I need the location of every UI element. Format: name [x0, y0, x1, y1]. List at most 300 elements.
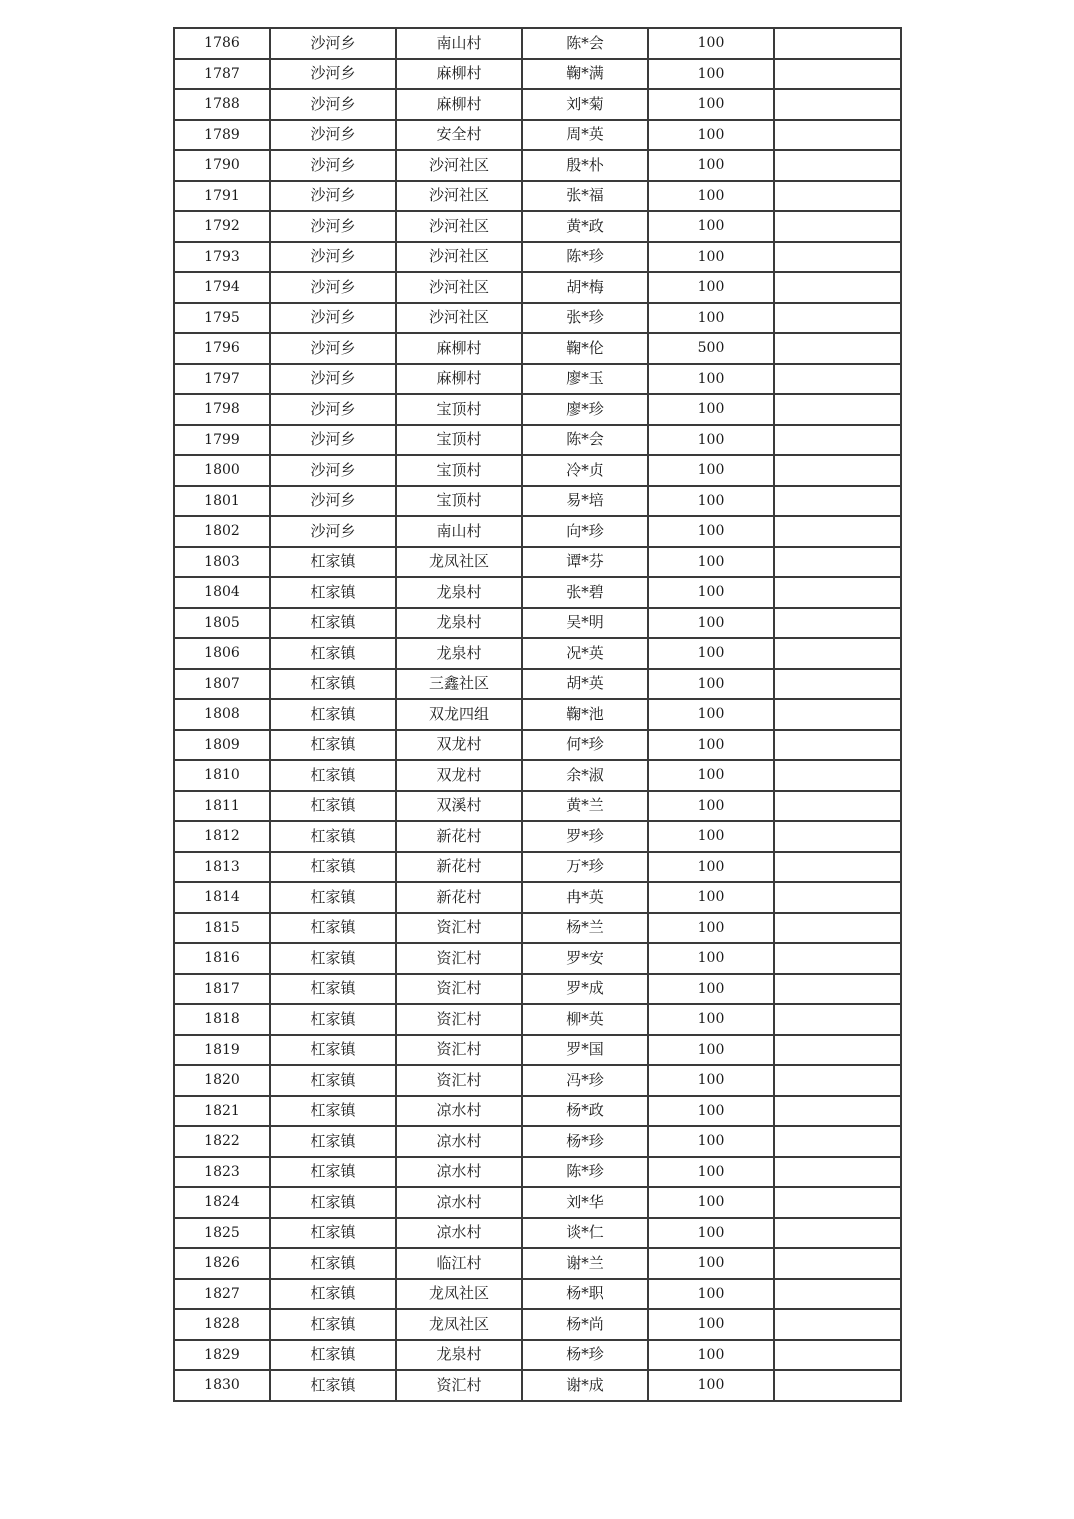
name-cell: 易*培	[522, 486, 648, 517]
name-cell: 刘*菊	[522, 89, 648, 120]
serial-number-cell: 1830	[174, 1370, 270, 1401]
name-cell: 陈*珍	[522, 242, 648, 273]
table-row	[174, 1065, 901, 1096]
amount-cell: 100	[648, 486, 774, 517]
serial-number-cell: 1827	[174, 1279, 270, 1310]
name-cell: 胡*英	[522, 669, 648, 700]
township-cell: 杠家镇	[270, 974, 396, 1005]
village-cell: 龙泉村	[396, 638, 522, 669]
table-row	[174, 638, 901, 669]
name-cell: 鞠*伦	[522, 333, 648, 364]
name-cell: 冷*贞	[522, 455, 648, 486]
serial-number-cell: 1822	[174, 1126, 270, 1157]
remark-cell	[774, 394, 901, 425]
table-row	[174, 303, 901, 334]
village-cell: 资汇村	[396, 1004, 522, 1035]
remark-cell	[774, 577, 901, 608]
serial-number-cell: 1789	[174, 120, 270, 151]
village-cell: 沙河社区	[396, 181, 522, 212]
remark-cell	[774, 852, 901, 883]
name-cell: 殷*朴	[522, 150, 648, 181]
name-cell: 杨*政	[522, 1096, 648, 1127]
township-cell: 沙河乡	[270, 120, 396, 151]
serial-number-cell: 1798	[174, 394, 270, 425]
serial-number-cell: 1810	[174, 760, 270, 791]
name-cell: 杨*尚	[522, 1309, 648, 1340]
village-cell: 凉水村	[396, 1126, 522, 1157]
table-row	[174, 150, 901, 181]
table-row	[174, 974, 901, 1005]
name-cell: 黄*兰	[522, 791, 648, 822]
township-cell: 杠家镇	[270, 1340, 396, 1371]
remark-cell	[774, 28, 901, 59]
serial-number-cell: 1786	[174, 28, 270, 59]
township-cell: 杠家镇	[270, 1126, 396, 1157]
table-row	[174, 699, 901, 730]
table-row	[174, 1309, 901, 1340]
village-cell: 宝顶村	[396, 425, 522, 456]
remark-cell	[774, 364, 901, 395]
table-row	[174, 333, 901, 364]
amount-cell: 100	[648, 28, 774, 59]
amount-cell: 100	[648, 852, 774, 883]
serial-number-cell: 1806	[174, 638, 270, 669]
amount-cell: 100	[648, 791, 774, 822]
serial-number-cell: 1815	[174, 913, 270, 944]
amount-cell: 100	[648, 211, 774, 242]
serial-number-cell: 1817	[174, 974, 270, 1005]
township-cell: 沙河乡	[270, 394, 396, 425]
serial-number-cell: 1825	[174, 1218, 270, 1249]
amount-cell: 100	[648, 1035, 774, 1066]
township-cell: 杠家镇	[270, 1187, 396, 1218]
serial-number-cell: 1803	[174, 547, 270, 578]
table-row	[174, 211, 901, 242]
name-cell: 冉*英	[522, 882, 648, 913]
remark-cell	[774, 1309, 901, 1340]
amount-cell: 500	[648, 333, 774, 364]
serial-number-cell: 1791	[174, 181, 270, 212]
serial-number-cell: 1795	[174, 303, 270, 334]
table-row	[174, 120, 901, 151]
table-row	[174, 1279, 901, 1310]
township-cell: 杠家镇	[270, 1218, 396, 1249]
name-cell: 胡*梅	[522, 272, 648, 303]
village-cell: 凉水村	[396, 1096, 522, 1127]
serial-number-cell: 1792	[174, 211, 270, 242]
name-cell: 谢*成	[522, 1370, 648, 1401]
township-cell: 沙河乡	[270, 150, 396, 181]
serial-number-cell: 1800	[174, 455, 270, 486]
amount-cell: 100	[648, 394, 774, 425]
village-cell: 新花村	[396, 821, 522, 852]
amount-cell: 100	[648, 1340, 774, 1371]
remark-cell	[774, 1004, 901, 1035]
serial-number-cell: 1790	[174, 150, 270, 181]
table-row	[174, 608, 901, 639]
township-cell: 杠家镇	[270, 943, 396, 974]
name-cell: 张*碧	[522, 577, 648, 608]
village-cell: 麻柳村	[396, 59, 522, 90]
serial-number-cell: 1818	[174, 1004, 270, 1035]
village-cell: 双龙四组	[396, 699, 522, 730]
name-cell: 何*珍	[522, 730, 648, 761]
name-cell: 周*英	[522, 120, 648, 151]
township-cell: 杠家镇	[270, 1035, 396, 1066]
village-cell: 资汇村	[396, 943, 522, 974]
serial-number-cell: 1821	[174, 1096, 270, 1127]
remark-cell	[774, 1218, 901, 1249]
township-cell: 沙河乡	[270, 455, 396, 486]
village-cell: 双溪村	[396, 791, 522, 822]
remark-cell	[774, 516, 901, 547]
village-cell: 资汇村	[396, 974, 522, 1005]
remark-cell	[774, 1340, 901, 1371]
serial-number-cell: 1794	[174, 272, 270, 303]
remark-cell	[774, 486, 901, 517]
table-row	[174, 547, 901, 578]
table-row	[174, 577, 901, 608]
remark-cell	[774, 59, 901, 90]
remark-cell	[774, 1187, 901, 1218]
amount-cell: 100	[648, 547, 774, 578]
serial-number-cell: 1809	[174, 730, 270, 761]
village-cell: 沙河社区	[396, 211, 522, 242]
table-row	[174, 516, 901, 547]
table-row	[174, 943, 901, 974]
amount-cell: 100	[648, 272, 774, 303]
township-cell: 沙河乡	[270, 486, 396, 517]
table-row	[174, 669, 901, 700]
table-row	[174, 852, 901, 883]
remark-cell	[774, 242, 901, 273]
township-cell: 杠家镇	[270, 699, 396, 730]
serial-number-cell: 1802	[174, 516, 270, 547]
serial-number-cell: 1814	[174, 882, 270, 913]
name-cell: 万*珍	[522, 852, 648, 883]
serial-number-cell: 1804	[174, 577, 270, 608]
amount-cell: 100	[648, 1096, 774, 1127]
township-cell: 沙河乡	[270, 364, 396, 395]
village-cell: 宝顶村	[396, 455, 522, 486]
name-cell: 谈*仁	[522, 1218, 648, 1249]
amount-cell: 100	[648, 1309, 774, 1340]
village-cell: 资汇村	[396, 1370, 522, 1401]
village-cell: 麻柳村	[396, 333, 522, 364]
remark-cell	[774, 791, 901, 822]
remark-cell	[774, 638, 901, 669]
remark-cell	[774, 608, 901, 639]
serial-number-cell: 1813	[174, 852, 270, 883]
township-cell: 杠家镇	[270, 1065, 396, 1096]
table-row	[174, 28, 901, 59]
village-cell: 宝顶村	[396, 394, 522, 425]
table-row	[174, 791, 901, 822]
table-body	[174, 28, 901, 1401]
amount-cell: 100	[648, 699, 774, 730]
township-cell: 杠家镇	[270, 1004, 396, 1035]
serial-number-cell: 1828	[174, 1309, 270, 1340]
serial-number-cell: 1807	[174, 669, 270, 700]
village-cell: 南山村	[396, 28, 522, 59]
name-cell: 余*淑	[522, 760, 648, 791]
amount-cell: 100	[648, 1370, 774, 1401]
table-row	[174, 760, 901, 791]
serial-number-cell: 1808	[174, 699, 270, 730]
name-cell: 柳*英	[522, 1004, 648, 1035]
township-cell: 杠家镇	[270, 1248, 396, 1279]
village-cell: 宝顶村	[396, 486, 522, 517]
table-row	[174, 486, 901, 517]
remark-cell	[774, 89, 901, 120]
name-cell: 杨*兰	[522, 913, 648, 944]
serial-number-cell: 1799	[174, 425, 270, 456]
remark-cell	[774, 1126, 901, 1157]
village-cell: 沙河社区	[396, 242, 522, 273]
table-row	[174, 1126, 901, 1157]
name-cell: 陈*珍	[522, 1157, 648, 1188]
remark-cell	[774, 943, 901, 974]
village-cell: 龙泉村	[396, 608, 522, 639]
remark-cell	[774, 1279, 901, 1310]
serial-number-cell: 1811	[174, 791, 270, 822]
name-cell: 黄*政	[522, 211, 648, 242]
remark-cell	[774, 1096, 901, 1127]
remark-cell	[774, 974, 901, 1005]
amount-cell: 100	[648, 242, 774, 273]
serial-number-cell: 1823	[174, 1157, 270, 1188]
amount-cell: 100	[648, 516, 774, 547]
remark-cell	[774, 699, 901, 730]
remark-cell	[774, 272, 901, 303]
amount-cell: 100	[648, 913, 774, 944]
name-cell: 冯*珍	[522, 1065, 648, 1096]
village-cell: 临江村	[396, 1248, 522, 1279]
township-cell: 杠家镇	[270, 760, 396, 791]
village-cell: 南山村	[396, 516, 522, 547]
township-cell: 沙河乡	[270, 425, 396, 456]
table-row	[174, 1340, 901, 1371]
name-cell: 吴*明	[522, 608, 648, 639]
table-row	[174, 89, 901, 120]
data-table-container	[173, 27, 900, 1402]
township-cell: 沙河乡	[270, 89, 396, 120]
table-row	[174, 425, 901, 456]
village-cell: 双龙村	[396, 730, 522, 761]
remark-cell	[774, 882, 901, 913]
township-cell: 沙河乡	[270, 272, 396, 303]
township-cell: 杠家镇	[270, 669, 396, 700]
village-cell: 龙凤社区	[396, 1279, 522, 1310]
township-cell: 杠家镇	[270, 1370, 396, 1401]
name-cell: 鞠*池	[522, 699, 648, 730]
name-cell: 谭*芬	[522, 547, 648, 578]
village-cell: 凉水村	[396, 1218, 522, 1249]
table-row	[174, 242, 901, 273]
amount-cell: 100	[648, 974, 774, 1005]
serial-number-cell: 1801	[174, 486, 270, 517]
name-cell: 陈*会	[522, 425, 648, 456]
village-cell: 新花村	[396, 852, 522, 883]
table-row	[174, 1096, 901, 1127]
name-cell: 况*英	[522, 638, 648, 669]
table-row	[174, 455, 901, 486]
amount-cell: 100	[648, 1279, 774, 1310]
township-cell: 杠家镇	[270, 1309, 396, 1340]
amount-cell: 100	[648, 181, 774, 212]
remark-cell	[774, 1157, 901, 1188]
table-row	[174, 1370, 901, 1401]
serial-number-cell: 1796	[174, 333, 270, 364]
table-row	[174, 821, 901, 852]
amount-cell: 100	[648, 150, 774, 181]
remark-cell	[774, 455, 901, 486]
amount-cell: 100	[648, 455, 774, 486]
table-row	[174, 1248, 901, 1279]
village-cell: 龙泉村	[396, 1340, 522, 1371]
table-row	[174, 1157, 901, 1188]
village-cell: 新花村	[396, 882, 522, 913]
village-cell: 龙凤社区	[396, 1309, 522, 1340]
remark-cell	[774, 1370, 901, 1401]
name-cell: 廖*玉	[522, 364, 648, 395]
serial-number-cell: 1820	[174, 1065, 270, 1096]
village-cell: 凉水村	[396, 1187, 522, 1218]
village-cell: 资汇村	[396, 1035, 522, 1066]
amount-cell: 100	[648, 59, 774, 90]
remark-cell	[774, 547, 901, 578]
township-cell: 沙河乡	[270, 28, 396, 59]
remark-cell	[774, 181, 901, 212]
village-cell: 沙河社区	[396, 272, 522, 303]
amount-cell: 100	[648, 120, 774, 151]
table-row	[174, 1004, 901, 1035]
amount-cell: 100	[648, 577, 774, 608]
village-cell: 双龙村	[396, 760, 522, 791]
township-cell: 沙河乡	[270, 303, 396, 334]
name-cell: 张*福	[522, 181, 648, 212]
amount-cell: 100	[648, 303, 774, 334]
village-cell: 安全村	[396, 120, 522, 151]
table-row	[174, 272, 901, 303]
amount-cell: 100	[648, 882, 774, 913]
amount-cell: 100	[648, 1187, 774, 1218]
township-cell: 杠家镇	[270, 821, 396, 852]
township-cell: 沙河乡	[270, 333, 396, 364]
township-cell: 杠家镇	[270, 577, 396, 608]
serial-number-cell: 1816	[174, 943, 270, 974]
township-cell: 沙河乡	[270, 516, 396, 547]
table-row	[174, 1035, 901, 1066]
township-cell: 杠家镇	[270, 608, 396, 639]
township-cell: 杠家镇	[270, 730, 396, 761]
remark-cell	[774, 1065, 901, 1096]
table-row	[174, 59, 901, 90]
village-cell: 资汇村	[396, 913, 522, 944]
serial-number-cell: 1787	[174, 59, 270, 90]
remark-cell	[774, 821, 901, 852]
name-cell: 杨*珍	[522, 1340, 648, 1371]
amount-cell: 100	[648, 943, 774, 974]
name-cell: 鞠*满	[522, 59, 648, 90]
township-cell: 杠家镇	[270, 1096, 396, 1127]
remark-cell	[774, 1248, 901, 1279]
amount-cell: 100	[648, 364, 774, 395]
amount-cell: 100	[648, 730, 774, 761]
remark-cell	[774, 150, 901, 181]
remark-cell	[774, 913, 901, 944]
remark-cell	[774, 760, 901, 791]
township-cell: 杠家镇	[270, 638, 396, 669]
table-row	[174, 730, 901, 761]
township-cell: 杠家镇	[270, 791, 396, 822]
amount-cell: 100	[648, 1065, 774, 1096]
amount-cell: 100	[648, 760, 774, 791]
name-cell: 谢*兰	[522, 1248, 648, 1279]
village-cell: 沙河社区	[396, 150, 522, 181]
table-row	[174, 181, 901, 212]
table-row	[174, 394, 901, 425]
amount-cell: 100	[648, 1218, 774, 1249]
name-cell: 廖*珍	[522, 394, 648, 425]
serial-number-cell: 1812	[174, 821, 270, 852]
serial-number-cell: 1793	[174, 242, 270, 273]
township-cell: 沙河乡	[270, 181, 396, 212]
name-cell: 杨*珍	[522, 1126, 648, 1157]
amount-cell: 100	[648, 1248, 774, 1279]
table-row	[174, 1218, 901, 1249]
remark-cell	[774, 1035, 901, 1066]
serial-number-cell: 1819	[174, 1035, 270, 1066]
township-cell: 沙河乡	[270, 211, 396, 242]
subsidy-list-table	[173, 27, 902, 1402]
name-cell: 陈*会	[522, 28, 648, 59]
serial-number-cell: 1826	[174, 1248, 270, 1279]
serial-number-cell: 1829	[174, 1340, 270, 1371]
remark-cell	[774, 669, 901, 700]
table-row	[174, 364, 901, 395]
remark-cell	[774, 425, 901, 456]
village-cell: 龙泉村	[396, 577, 522, 608]
table-row	[174, 1187, 901, 1218]
village-cell: 凉水村	[396, 1157, 522, 1188]
amount-cell: 100	[648, 425, 774, 456]
table-row	[174, 882, 901, 913]
village-cell: 沙河社区	[396, 303, 522, 334]
name-cell: 杨*职	[522, 1279, 648, 1310]
amount-cell: 100	[648, 89, 774, 120]
village-cell: 三鑫社区	[396, 669, 522, 700]
amount-cell: 100	[648, 638, 774, 669]
village-cell: 龙凤社区	[396, 547, 522, 578]
serial-number-cell: 1797	[174, 364, 270, 395]
township-cell: 杠家镇	[270, 547, 396, 578]
amount-cell: 100	[648, 1157, 774, 1188]
amount-cell: 100	[648, 1004, 774, 1035]
name-cell: 张*珍	[522, 303, 648, 334]
remark-cell	[774, 120, 901, 151]
serial-number-cell: 1824	[174, 1187, 270, 1218]
remark-cell	[774, 730, 901, 761]
serial-number-cell: 1805	[174, 608, 270, 639]
township-cell: 杠家镇	[270, 913, 396, 944]
township-cell: 杠家镇	[270, 1279, 396, 1310]
village-cell: 麻柳村	[396, 364, 522, 395]
name-cell: 罗*国	[522, 1035, 648, 1066]
name-cell: 刘*华	[522, 1187, 648, 1218]
name-cell: 罗*珍	[522, 821, 648, 852]
name-cell: 罗*成	[522, 974, 648, 1005]
